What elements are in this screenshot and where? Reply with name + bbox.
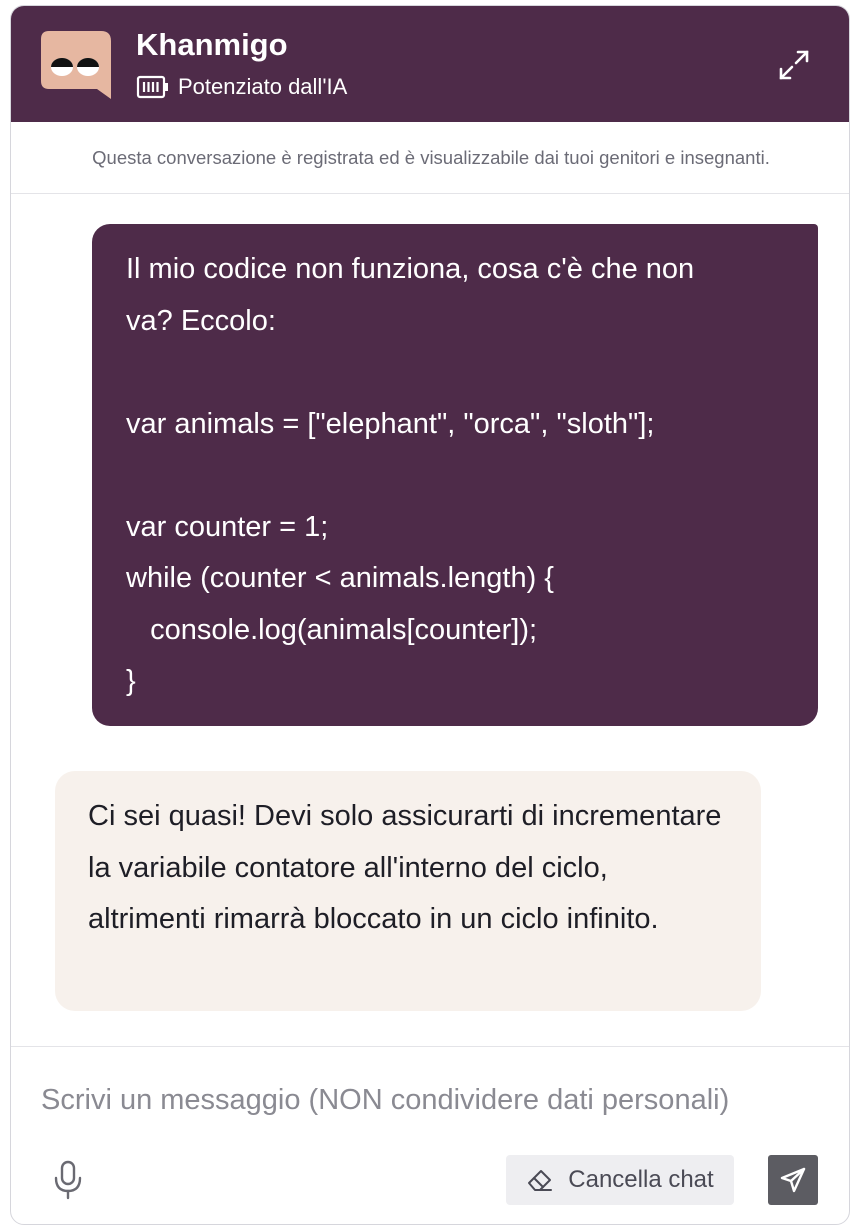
chat-window	[10, 5, 850, 1225]
clear-chat-label: Cancella chat	[568, 1166, 714, 1193]
assistant-message: Ci sei quasi! Devi solo assicurarti di incrementare la variabile contatore all'interno del ciclo, altrimenti rimarrà bloccato in un ciclo infinito.	[55, 771, 761, 1011]
recording-notice: Questa conversazione è registrata ed è visualizzabile dai tuoi genitori e insegnanti.	[11, 122, 850, 194]
powered-by-label	[136, 70, 347, 104]
clear-chat-button[interactable]	[506, 1155, 734, 1205]
subtitle-text: Potenziato dall'IA	[178, 74, 348, 99]
message-composer	[11, 1046, 850, 1225]
send-icon	[779, 1166, 807, 1194]
user-message: Il mio codice non funziona, cosa c'è che non va? Eccolo: var animals = ["elephant", "orca", "sloth"]; var counter = 1; while (counter < animals.length) { console.log(animals[counter]); }	[92, 224, 818, 726]
chat-header	[11, 6, 850, 122]
send-button[interactable]	[768, 1155, 818, 1205]
message-input[interactable]	[41, 1065, 821, 1135]
app-title: Khanmigo	[136, 27, 288, 62]
eraser-icon	[526, 1166, 554, 1194]
khanmigo-avatar-icon	[41, 31, 111, 99]
ai-chip-icon	[136, 75, 170, 99]
expand-icon[interactable]	[777, 48, 811, 82]
microphone-icon[interactable]	[53, 1160, 83, 1200]
